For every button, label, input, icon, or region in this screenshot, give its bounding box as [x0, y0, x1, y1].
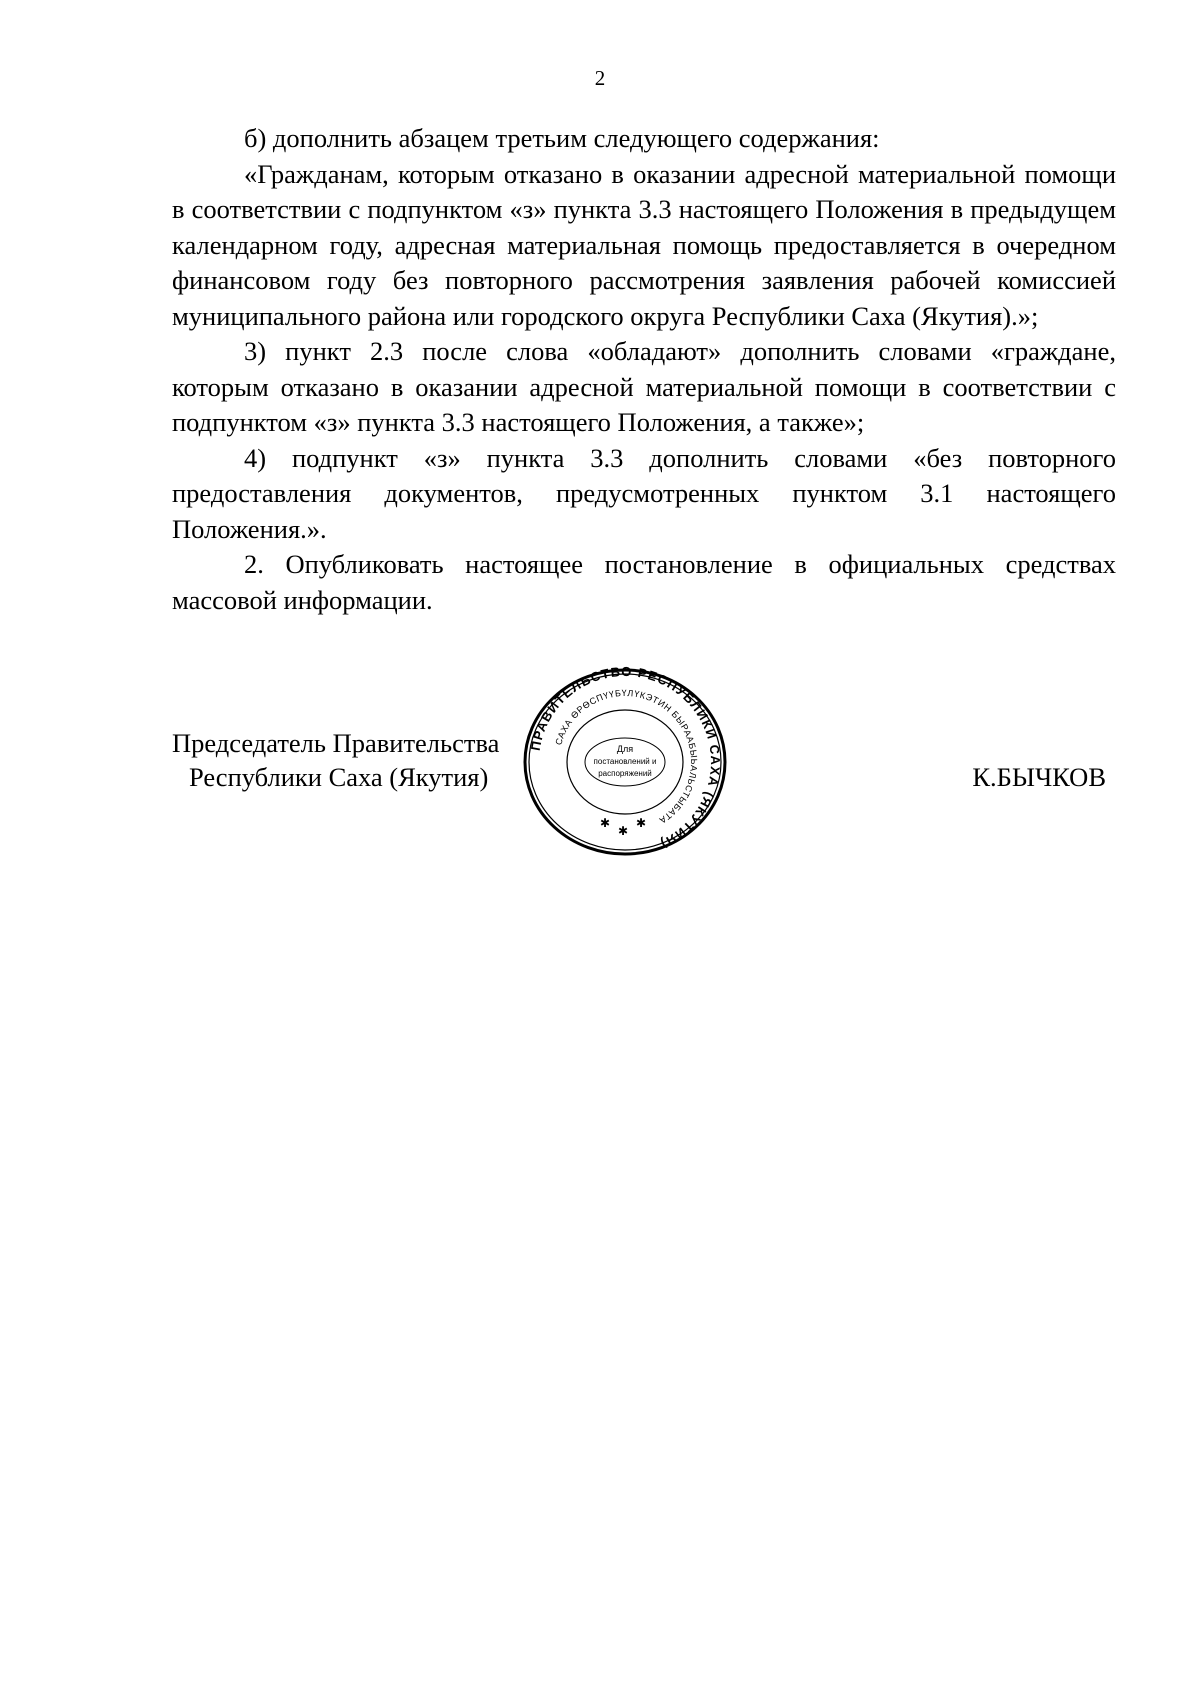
seal-center-line-1: Для: [616, 744, 634, 754]
seal-center-line-2: постановлений и: [593, 757, 657, 766]
seal-inner-text: САХА ӨРӨСПҮҮБҮЛҮКЭТИН БЫРААБЫЬАЛЬСТЫБАТА: [553, 687, 700, 826]
seal-star-icon: ✱: [618, 824, 629, 838]
paragraph-publish: 2. Опубликовать настоящее постановление в официальных средствах массовой информации.: [172, 549, 1116, 615]
seal-graphic: [520, 665, 730, 860]
document-body: [172, 121, 1116, 618]
paragraph-item-3: 3) пункт 2.3 после слова «обладают» дополнить словами «граждане, которым отказано в оказании адресной материальной помощи в соответствии с подпунктом «з» пункта 3.3 настоящего Положения, а также»;: [172, 336, 1116, 437]
page-number: 2: [594, 66, 606, 90]
seal-outer-text: ПРАВИТЕЛЬСТВО РЕСПУБЛИКИ САХА (ЯКУТИЯ): [527, 665, 724, 852]
signatory-name: К.БЫЧКОВ: [972, 762, 1106, 792]
signatory-title-line-2: Республики Саха (Якутия): [189, 762, 489, 792]
seal-star-icon: ✱: [600, 816, 611, 830]
paragraph-item-4: 4) подпункт «з» пункта 3.3 дополнить словами «без повторного предоставления документов, предусмотренных пунктом 3.1 настоящего Положения.».: [172, 442, 1116, 544]
paragraph-b-intro: б) дополнить абзацем третьим следующего содержания:: [244, 123, 880, 153]
seal-star-icon: ✱: [636, 816, 647, 830]
paragraph-quoted-amendment: «Гражданам, которым отказано в оказании адресной материальной помощи в соответствии с подпунктом «з» пункта 3.3 настоящего Положения в предыдущем календарном году, адресная материальная помощь предоставляется в очередном финансовом году без повторного рассмотрения заявления рабочей комиссией муниципального района или городского округа Республики Саха (Якутия).»;: [172, 158, 1116, 331]
seal-center-line-3: распоряжений: [598, 769, 652, 778]
official-seal: [520, 665, 730, 860]
signatory-title-line-1: Председатель Правительства: [172, 728, 500, 758]
